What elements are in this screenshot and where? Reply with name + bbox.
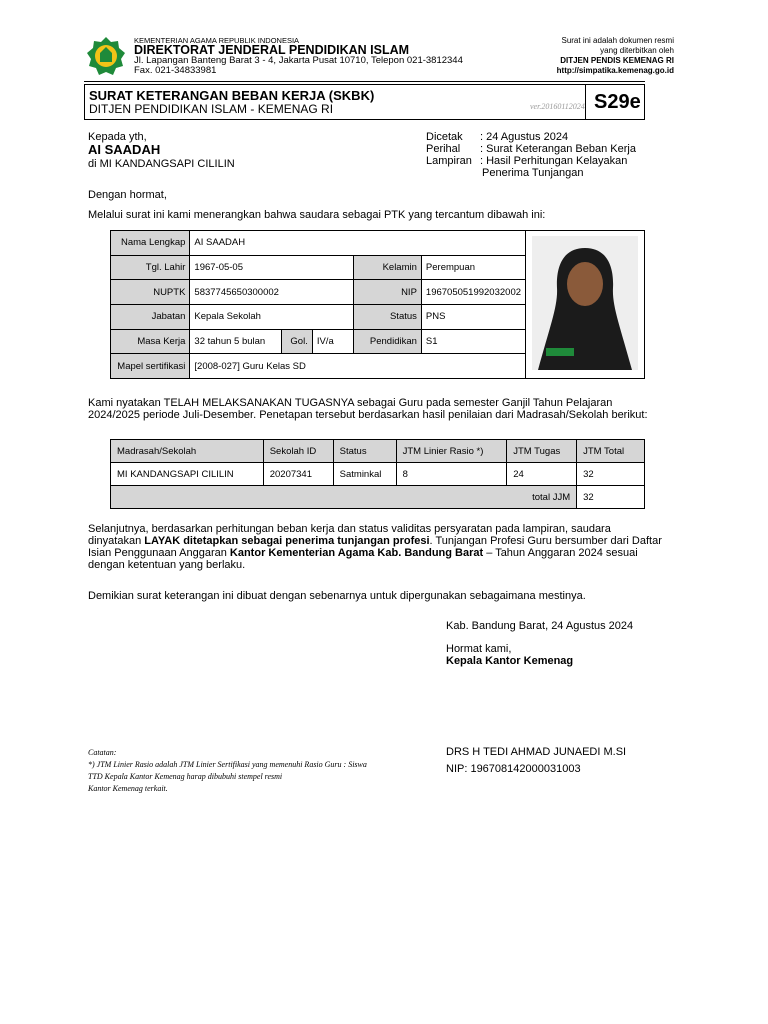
total-label: total JJM	[111, 486, 577, 509]
header-note-3: DITJEN PENDIS KEMENAG RI	[560, 56, 674, 65]
sign-nip: NIP: 196708142000031003	[446, 763, 581, 775]
total-row	[111, 486, 645, 509]
para2-line4: dengan ketentuan yang berlaku.	[88, 559, 246, 571]
para2-text: Isian Penggunaan Anggaran	[88, 547, 230, 559]
tgl-lahir-label: Tgl. Lahir	[111, 255, 190, 280]
directorate-name: DIREKTORAT JENDERAL PENDIDIKAN ISLAM	[134, 43, 410, 57]
para1-line1: Kami nyatakan TELAH MELAKSANAKAN TUGASNYA sebagai Guru pada semester Ganjil Tahun Pelajaran	[88, 397, 613, 409]
perihal-value: : Surat Keterangan Beban Kerja	[480, 143, 636, 155]
mapel-value: [2008-027] Guru Kelas SD	[190, 354, 526, 379]
closing-text: Demikian surat keterangan ini dibuat dengan sebenarnya untuk dipergunakan sebagaimana mestinya.	[88, 590, 586, 602]
sign-hormat: Hormat kami,	[446, 643, 512, 655]
photo-cell	[526, 231, 645, 379]
notes-title: Catatan:	[88, 748, 117, 757]
status-label: Status	[353, 304, 421, 329]
sign-name: DRS H TEDI AHMAD JUNAEDI M.SI	[446, 746, 627, 758]
ministry-name: KEMENTERIAN AGAMA REPUBLIK INDONESIA	[134, 36, 300, 45]
pendidikan-value: S1	[421, 329, 525, 354]
col-header: JTM Linier Rasio *)	[396, 440, 507, 463]
jabatan-label: Jabatan	[111, 304, 190, 329]
nip-label: NIP	[353, 280, 421, 305]
jabatan-value: Kepala Sekolah	[190, 304, 354, 329]
notes-line3: Kantor Kemenag terkait.	[88, 784, 168, 793]
pendidikan-label: Pendidikan	[353, 329, 421, 354]
nuptk-label: NUPTK	[111, 280, 190, 305]
masa-kerja-label: Masa Kerja	[111, 329, 190, 354]
col-header: JTM Total	[577, 440, 645, 463]
total-value: 32	[577, 486, 645, 509]
recipient-name: AI SAADAH	[88, 142, 161, 157]
lampiran-label: Lampiran	[426, 155, 472, 167]
version-label: ver.20160112024	[530, 102, 585, 111]
para2-line2	[88, 535, 662, 547]
lampiran-value-2: Penerima Tunjangan	[482, 167, 584, 179]
sign-position: Kepala Kantor Kemenag	[446, 655, 574, 667]
notes-line1: *) JTM Linier Rasio adalah JTM Linier Sertifikasi yang memenuhi Rasio Guru : Siswa	[88, 760, 367, 769]
ptk-table	[110, 230, 645, 379]
recipient-greeting: Kepada yth,	[88, 131, 147, 143]
mapel-label: Mapel sertifikasi	[111, 354, 190, 379]
table-row	[111, 463, 645, 486]
table-cell: 24	[507, 463, 577, 486]
gol-label: Gol.	[281, 329, 312, 354]
para2-bold: LAYAK ditetapkan sebagai penerima tunjangan profesi	[144, 535, 430, 547]
table-cell: 8	[396, 463, 507, 486]
header-note-2: yang diterbitkan oleh	[600, 46, 674, 55]
table-cell: MI KANDANGSAPI CILILIN	[111, 463, 264, 486]
perihal-label: Perihal	[426, 143, 461, 155]
document-subtitle: DITJEN PENDIDIKAN ISLAM - KEMENAG RI	[89, 102, 334, 116]
para2-text: – Tahun Anggaran 2024 sesuai	[483, 547, 638, 559]
dicetak-label: Dicetak	[426, 131, 463, 143]
table-header-row	[111, 440, 645, 463]
kelamin-value: Perempuan	[421, 255, 525, 280]
recipient-place: di MI KANDANGSAPI CILILIN	[88, 158, 235, 170]
profile-photo	[532, 236, 638, 370]
gol-value: IV/a	[312, 329, 353, 354]
salutation: Dengan hormat,	[88, 189, 167, 201]
table-cell: 20207341	[263, 463, 333, 486]
dicetak-value: : 24 Agustus 2024	[480, 131, 569, 143]
header-url: http://simpatika.kemenag.go.id	[556, 66, 674, 75]
col-header: Sekolah ID	[263, 440, 333, 463]
nuptk-value: 5837745650300002	[190, 280, 354, 305]
nip-value: 196705051992032002	[421, 280, 525, 305]
para2-bold: Kantor Kementerian Agama Kab. Bandung Barat	[229, 547, 484, 559]
para1-line2: 2024/2025 periode Juli-Desember. Penetapan tersebut berdasarkan hasil penilaian dari Madrasah/Sekolah berikut:	[88, 409, 648, 421]
document-title: SURAT KETERANGAN BEBAN KERJA (SKBK)	[89, 88, 375, 103]
title-box	[84, 84, 645, 120]
para2-line3	[88, 547, 638, 559]
header-divider	[84, 81, 645, 82]
sign-place-date: Kab. Bandung Barat, 24 Agustus 2024	[446, 620, 634, 632]
madrasah-table	[110, 439, 645, 509]
nama-label: Nama Lengkap	[111, 231, 190, 256]
col-header: JTM Tugas	[507, 440, 577, 463]
table-row	[111, 231, 645, 256]
col-header: Madrasah/Sekolah	[111, 440, 264, 463]
notes-line2: TTD Kepala Kantor Kemenag harap dibubuhi stempel resmi	[88, 772, 283, 781]
kelamin-label: Kelamin	[353, 255, 421, 280]
para2-line1: Selanjutnya, berdasarkan perhitungan beban kerja dan status validitas persyaratan pada lampiran, saudara	[88, 523, 611, 535]
col-header: Status	[333, 440, 396, 463]
table-cell: Satminkal	[333, 463, 396, 486]
kemenag-logo-icon	[86, 36, 126, 76]
status-value: PNS	[421, 304, 525, 329]
table-cell: 32	[577, 463, 645, 486]
para2-text: . Tunjangan Profesi Guru bersumber dari Daftar	[429, 535, 662, 547]
header-fax: Fax. 021-34833981	[134, 65, 217, 76]
tgl-lahir-value: 1967-05-05	[190, 255, 354, 280]
header-note-1: Surat ini adalah dokumen resmi	[561, 36, 674, 45]
intro-text: Melalui surat ini kami menerangkan bahwa saudara sebagai PTK yang tercantum dibawah ini:	[88, 209, 546, 221]
lampiran-value: : Hasil Perhitungan Kelayakan	[480, 155, 628, 167]
form-code: S29e	[585, 84, 645, 120]
masa-kerja-value: 32 tahun 5 bulan	[190, 329, 281, 354]
header-address: Jl. Lapangan Banteng Barat 3 - 4, Jakarta Pusat 10710, Telepon 021-3812344	[134, 55, 463, 66]
para2-text: dinyatakan	[88, 535, 145, 547]
nama-value: AI SAADAH	[190, 231, 526, 256]
